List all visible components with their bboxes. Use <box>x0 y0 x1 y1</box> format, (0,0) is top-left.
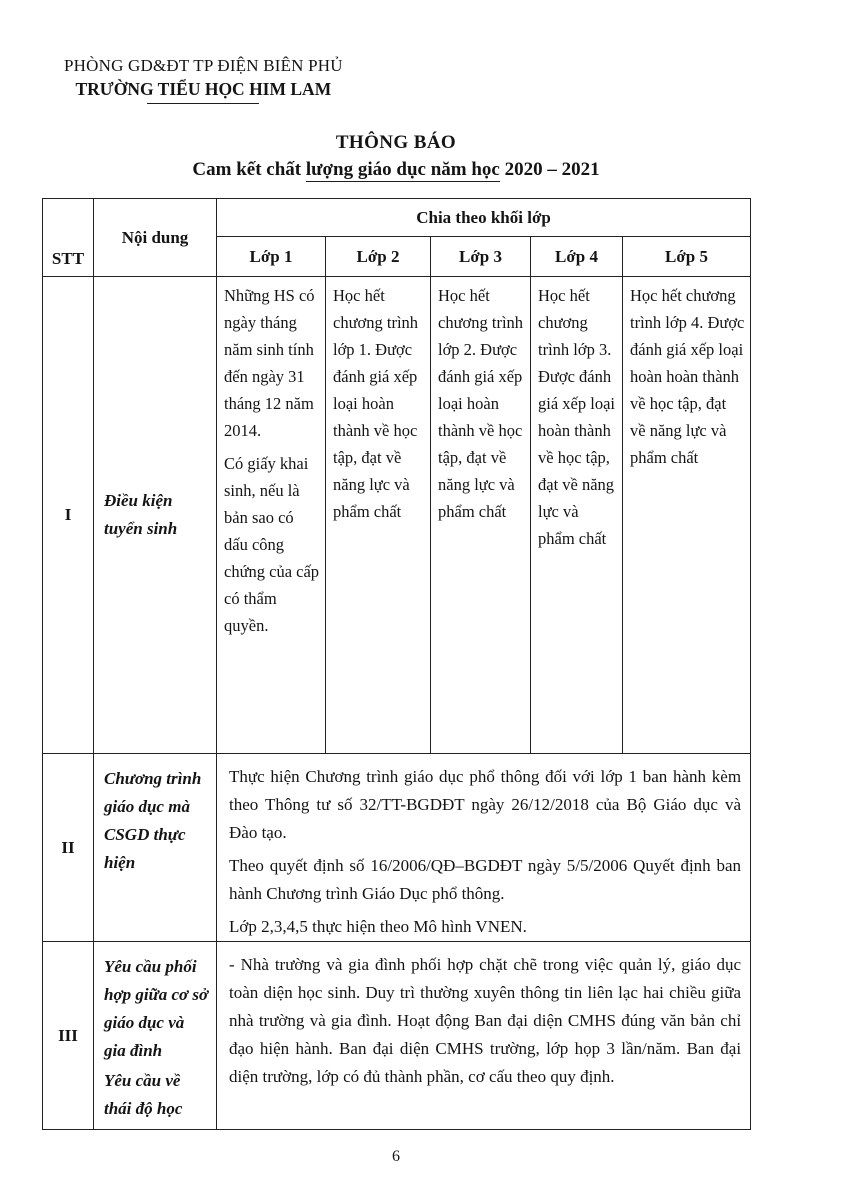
department-name: PHÒNG GD&ĐT TP ĐIỆN BIÊN PHỦ <box>64 56 343 75</box>
cell-curriculum-content <box>217 754 751 942</box>
topic-paragraph: Điều kiện tuyển sinh <box>104 491 178 538</box>
notice-title: THÔNG BÁO <box>335 132 457 153</box>
header-stt: STT <box>43 199 94 277</box>
cell-grade2-admission <box>326 277 431 754</box>
subtitle-underlined: lượng giáo dục năm học <box>305 159 500 180</box>
topic-paragraph: Chương trình giáo dục mà CSGD thực hiện <box>104 769 202 872</box>
cell-stt-i: I <box>43 277 94 754</box>
cell-paragraph: - Nhà trường và gia đình phối hợp chặt chẽ trong việc quản lý, giáo dục toàn diện học sinh. Duy trì thường xuyên thông tin liên lạc hai chiều giữa nhà trường và gia đình. Hoạt động Ban đại diện CMHS đúng văn bản chỉ đạo hiện hành. Ban đại diện CMHS trường, lớp họp 3 lần/năm. Ban đại diện trường, lớp có đủ thành phần, cơ cấu theo quy định. <box>229 955 742 1086</box>
header-grade-3: Lớp 3 <box>431 237 531 277</box>
header-grade-4: Lớp 4 <box>531 237 623 277</box>
page-number: 6 <box>392 1148 400 1165</box>
letterhead <box>64 56 343 104</box>
table-header-row-1 <box>43 199 751 237</box>
subtitle-pre: Cam kết chất <box>192 159 306 180</box>
header-noi-dung: Nội dung <box>94 199 217 277</box>
header-group: Chia theo khối lớp <box>217 199 751 237</box>
cell-paragraph: Học hết chương trình lớp 3. Được đánh giá xếp loại hoàn thành về học tập, đạt về năng lực và phẩm chất <box>538 286 615 548</box>
notice-subtitle <box>42 159 750 181</box>
cell-paragraph: Học hết chương trình lớp 1. Được đánh giá xếp loại hoàn thành về học tập, đạt về năng lực và phẩm chất <box>333 286 419 521</box>
cell-topic-admission <box>94 277 217 754</box>
cell-grade3-admission <box>431 277 531 754</box>
table-row-cooperation <box>43 942 751 1130</box>
cell-stt-iii: III <box>43 942 94 1130</box>
topic-paragraph: Yêu cầu phối hợp giữa cơ sở giáo dục và gia đình <box>104 957 209 1060</box>
cell-topic-curriculum <box>94 754 217 942</box>
cell-paragraph: Lớp 2,3,4,5 thực hiện theo Mô hình VNEN. <box>229 917 527 936</box>
table-row-curriculum <box>43 754 751 942</box>
cell-stt-ii: II <box>43 754 94 942</box>
subtitle-post: 2020 – 2021 <box>499 159 600 180</box>
school-name: TRƯỜNG TIỂU HỌC HIM LAM <box>75 79 332 99</box>
cell-grade1-admission <box>217 277 326 754</box>
header-grade-1: Lớp 1 <box>217 237 326 277</box>
cell-paragraph: Có giấy khai sinh, nếu là bản sao có dấu công chứng của cấp có thẩm quyền. <box>224 454 320 635</box>
cell-paragraph: Theo quyết định số 16/2006/QĐ–BGDĐT ngày 5/5/2006 Quyết định ban hành Chương trình Giáo Dục phổ thông. <box>229 856 742 903</box>
document-content <box>42 56 750 1166</box>
cell-paragraph: Những HS có ngày tháng năm sinh tính đến ngày 31 tháng 12 năm 2014. <box>224 286 315 440</box>
cell-paragraph: Thực hiện Chương trình giáo dục phổ thông đối với lớp 1 ban hành kèm theo Thông tư số 32/TT-BGDĐT ngày 26/12/2018 của Bộ Giáo dục và Đào tạo. <box>229 767 742 842</box>
topic-paragraph: Yêu cầu về thái độ học <box>104 1071 183 1118</box>
header-grade-2: Lớp 2 <box>326 237 431 277</box>
school-name-underline <box>147 103 259 104</box>
notice-title-block <box>42 132 750 181</box>
cell-topic-cooperation <box>94 942 217 1130</box>
cell-paragraph: Học hết chương trình lớp 4. Được đánh giá xếp loại hoàn hoàn thành về học tập, đạt về năng lực và phẩm chất <box>630 286 745 467</box>
header-grade-5: Lớp 5 <box>623 237 751 277</box>
cell-cooperation-content <box>217 942 751 1130</box>
commitment-table <box>42 198 751 1130</box>
table-row-admission <box>43 277 751 754</box>
cell-grade5-admission <box>623 277 751 754</box>
cell-paragraph: Học hết chương trình lớp 2. Được đánh giá xếp loại hoàn thành về học tập, đạt về năng lực và phẩm chất <box>438 286 524 521</box>
cell-grade4-admission <box>531 277 623 754</box>
